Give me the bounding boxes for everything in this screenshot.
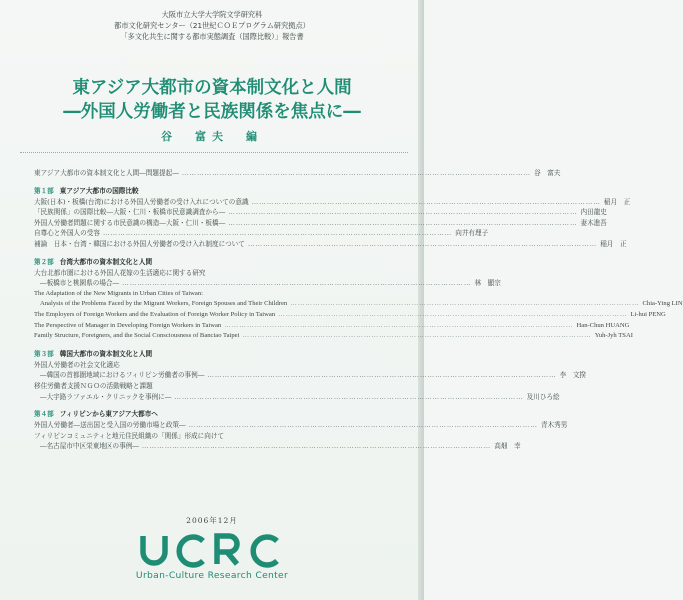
- toc-part-title: 東アジア大都市の国際比較: [59, 186, 139, 195]
- toc-entry-author: 内田龍史: [580, 208, 607, 217]
- toc-intro-author: 谷 富夫: [534, 169, 561, 177]
- editor-name: 谷 富夫 編: [161, 130, 263, 143]
- toc-part-heading: [34, 348, 386, 360]
- toc-entry-title: 移住労働者支援ＮＧＯの活動戦略と課題: [34, 381, 153, 390]
- toc-entry-author: 李 文揆: [559, 371, 587, 380]
- toc-entry: [34, 228, 489, 239]
- toc-part-heading: [34, 185, 386, 197]
- toc-part-number: 第２部: [34, 257, 54, 266]
- title-line-2: ―外国人労働者と民族関係を焦点に―: [63, 102, 361, 122]
- toc-part-number: 第１部: [34, 186, 54, 195]
- toc-entry-author: 林 顯宗: [474, 279, 501, 288]
- toc-entry-title: 自尊心と外国人の受容: [34, 229, 100, 238]
- toc-intro: [34, 168, 561, 179]
- toc-parts: [34, 185, 683, 452]
- toc-entry-subtitle-line: [34, 441, 521, 452]
- leader-dots: [189, 420, 538, 431]
- toc-entry-author: 稲月 正: [603, 197, 631, 206]
- toc-entry-author: 妻木進吾: [580, 218, 607, 227]
- leader-dots: [207, 370, 556, 381]
- toc-entry-title: Family Structure, Foreigners, and the Social Consciousness of Banciao Taipei: [34, 332, 240, 340]
- toc-entry-author: 高畑 幸: [494, 442, 521, 451]
- ucrc-logo-mark: [137, 533, 287, 567]
- leader-dots: [252, 197, 601, 208]
- toc-entry: [34, 310, 666, 321]
- toc-part-number: 第４部: [34, 410, 54, 419]
- toc-entry: [34, 360, 386, 371]
- toc-entry: [34, 331, 633, 342]
- leader-dots: [228, 218, 577, 229]
- toc-part-title: 韓国大都市の資本制文化と人間: [59, 349, 153, 358]
- leader-dots: [224, 321, 573, 332]
- header-line-2: 都市文化研究センター（21世紀ＣＯＥプログラム研究拠点）: [114, 21, 310, 30]
- leader-dots: [278, 310, 627, 321]
- toc-entry-subtitle-line: [34, 370, 587, 381]
- publication-date: 2006年12月: [186, 516, 238, 525]
- leader-dots: [182, 168, 531, 179]
- toc-entry: [34, 381, 386, 392]
- toc-entry-title: The Adaptation of the New Migrants in Urban Cities of Taiwan:: [34, 289, 203, 297]
- toc-entry: [34, 321, 630, 332]
- leader-dots: [142, 441, 491, 452]
- toc-entry-subtitle: ―大宇路ラファエル・クリニックを事例に―: [40, 392, 172, 401]
- toc-entry-subtitle: Analysis of the Problems Faced by the Migrant Workers, Foreign Spouses and Their Children: [40, 300, 288, 308]
- header-line-3: 「多文化共生に関する都市実態調査（国際比較）」報告書: [120, 32, 304, 41]
- toc-entry-title: The Employers of Foreign Workers and the Evaluation of Foreign Worker Policy in Taiwan: [34, 310, 276, 318]
- leader-dots: [248, 239, 597, 250]
- toc-entry: [34, 431, 386, 442]
- toc-entry-subtitle-line: [34, 278, 501, 289]
- toc-entry: [34, 289, 386, 300]
- toc-entry-title: 外国人労働者問題に関する市民意識の構造―大阪・仁川・板橋―: [34, 218, 226, 227]
- book-title: [0, 76, 424, 124]
- toc-part-title: 台湾大都市の資本制文化と人間: [59, 257, 153, 266]
- toc-entry-author: Chia-Ying LIN: [642, 300, 683, 308]
- logo-subtitle: Urban-Culture Research Center: [135, 570, 289, 581]
- toc-part-heading: [34, 256, 386, 268]
- toc-entry-title: 外国人労働者―送出国と受入国の労働市場と政策―: [34, 421, 186, 430]
- leader-dots: [122, 278, 471, 289]
- toc-entry-author: 向井有理子: [455, 229, 489, 238]
- toc-entry-author: 稲月 正: [600, 239, 627, 248]
- toc-entry-subtitle-line: [34, 299, 683, 310]
- toc-entry-subtitle: ―韓国の首都圏地域におけるフィリピン労働者の事例―: [40, 371, 205, 380]
- toc-entry-title: 外国人労働者の社会文化適応: [34, 360, 120, 369]
- toc-part-title: フィリピンから東アジア大都市へ: [59, 410, 158, 419]
- publisher-header: [0, 9, 424, 42]
- toc-entry-author: Han-Chun HUANG: [576, 321, 630, 329]
- leader-dots: [290, 299, 639, 310]
- toc-entry-author: 及川ひろ絵: [526, 392, 560, 401]
- divider-top: [20, 152, 408, 153]
- toc-entry-title: 大台北都市圏における外国人花嫁の生活適応に関する研究: [34, 268, 206, 277]
- table-of-contents: [34, 168, 683, 452]
- toc-entry-author: Li-hui PENG: [630, 310, 666, 318]
- header-line-1: 大阪市立大学大学院文学研究科: [161, 10, 263, 19]
- toc-part-number: 第３部: [34, 349, 54, 358]
- toc-entry-subtitle-line: [34, 392, 560, 403]
- leader-dots: [174, 392, 523, 403]
- toc-entry: [34, 420, 568, 431]
- toc-entry-author: 青木秀男: [540, 421, 568, 430]
- leader-dots: [242, 331, 591, 342]
- toc-entry-title: 「民族関係」の国際比較―大阪・仁川・板橋市民意識調査から―: [34, 208, 226, 217]
- toc-entry-subtitle: ―名古屋市中区栄東地区の事例―: [40, 442, 139, 451]
- toc-entry: [34, 197, 631, 208]
- toc-intro-title: 東アジア大都市の資本制文化と人間―問題提起―: [34, 169, 179, 177]
- leader-dots: [228, 207, 577, 218]
- toc-entry-title: 補論 日本・台湾・韓国における外国人労働者の受け入れ制度について: [34, 239, 245, 248]
- toc-entry: [34, 218, 607, 229]
- title-line-1: 東アジア大都市の資本制文化と人間: [72, 78, 352, 98]
- toc-entry-title: The Perspective of Manager in Developing Foreign Workers in Taiwan: [34, 321, 222, 329]
- toc-entry-title: フィリピンコミュニティと地元住民組織の「関係」形成に向けて: [34, 431, 225, 440]
- toc-entry: [34, 207, 607, 218]
- toc-entry: [34, 239, 627, 250]
- toc-entry-subtitle: ―板橋市と桃園県の場合―: [40, 279, 120, 288]
- leader-dots: [103, 228, 452, 239]
- toc-part-heading: [34, 408, 386, 420]
- toc-entry-author: Yuh-Jyh TSAI: [594, 332, 633, 340]
- toc-entry-title: 大阪(日本)・板橋(台湾)における外国人労働者の受け入れについての意識: [34, 197, 249, 206]
- toc-entry: [34, 268, 386, 279]
